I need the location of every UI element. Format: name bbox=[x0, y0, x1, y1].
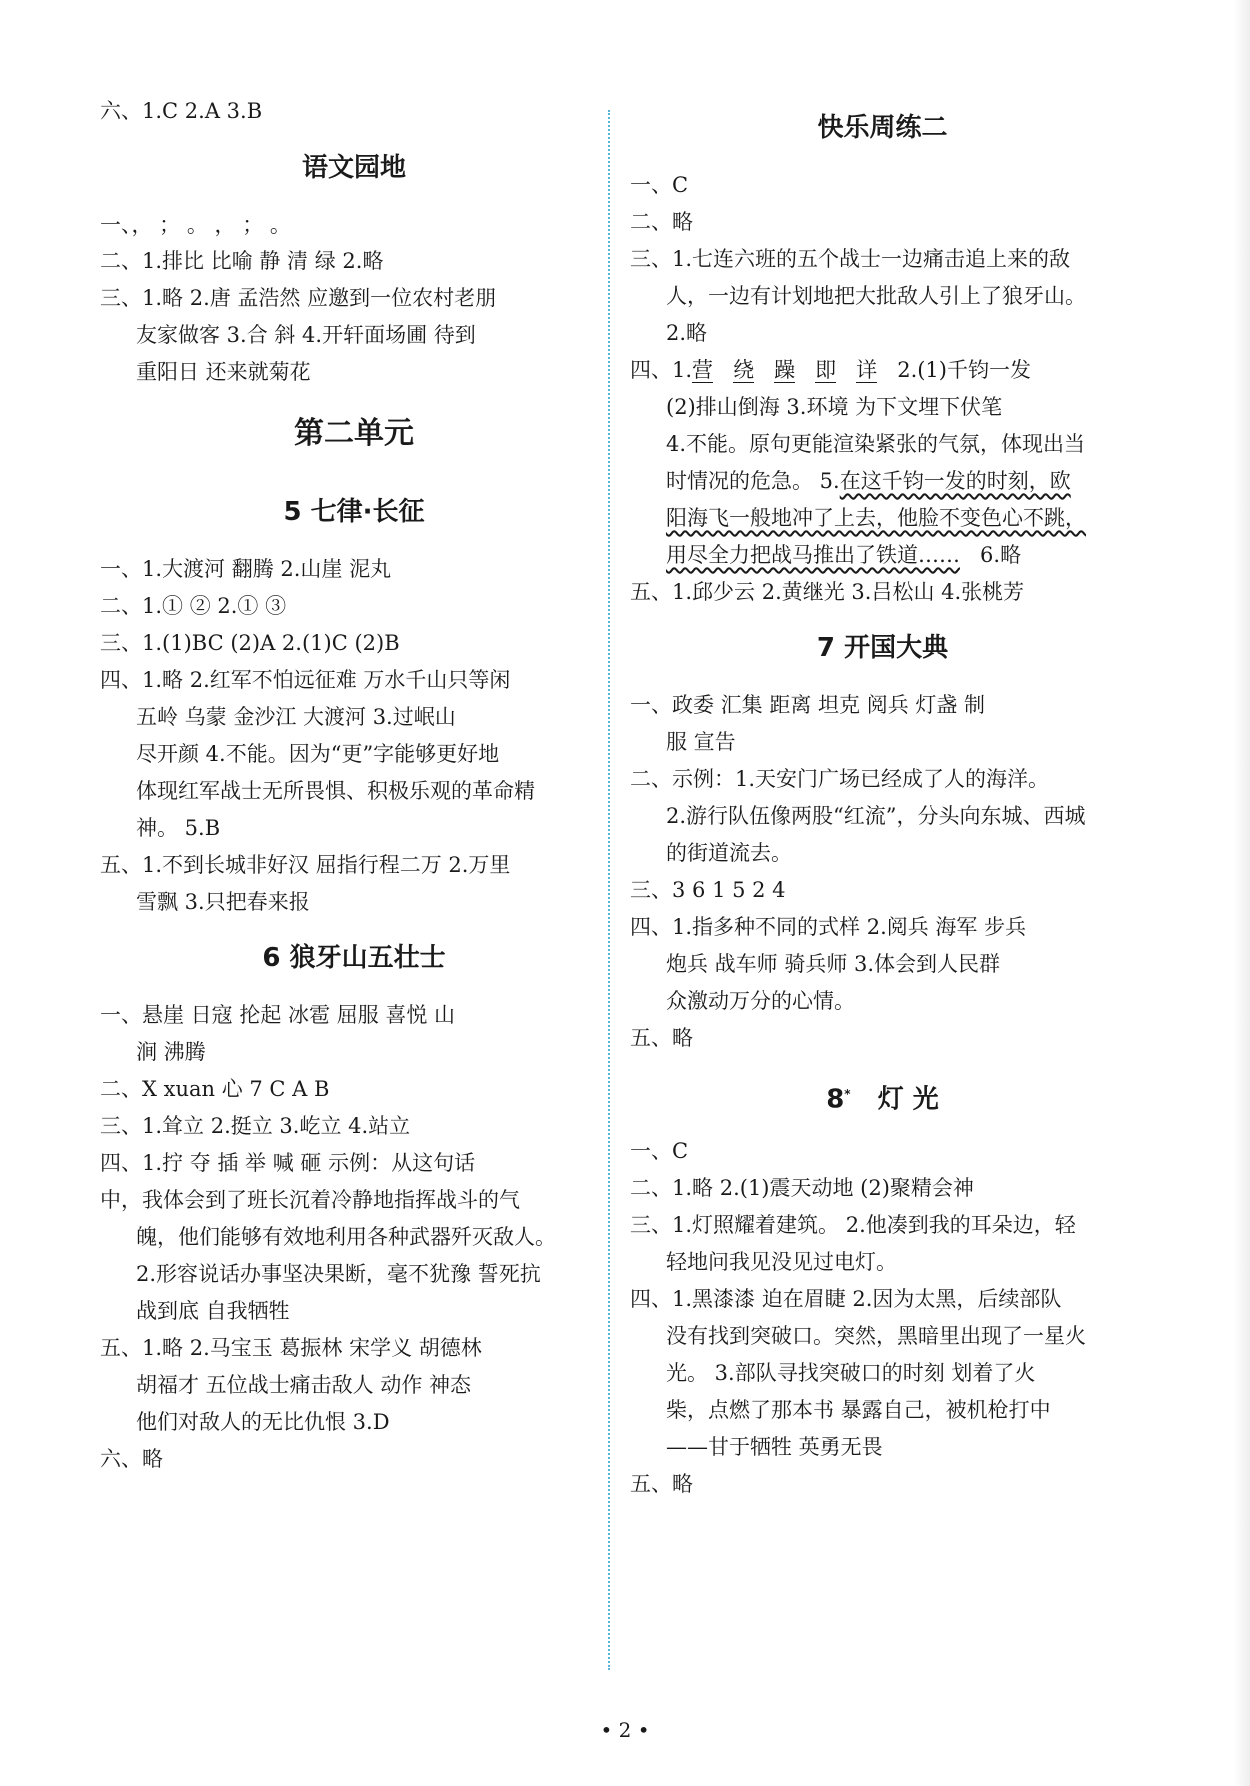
answer-line bbox=[630, 355, 1031, 385]
answer-line: 2.略 bbox=[666, 321, 708, 345]
answer-prefix: 四、1. bbox=[630, 358, 693, 382]
answer-line: 四、1.略 2.红军不怕远征难 万水千山只等闲 bbox=[100, 668, 511, 692]
lesson-number: 8 bbox=[826, 1084, 845, 1115]
answer-line: 一、悬崖 日寇 抡起 冰雹 屈服 喜悦 山 bbox=[100, 1003, 456, 1027]
answer-line: 2.形容说话办事坚决果断，毫不犹豫 誓死抗 bbox=[136, 1262, 541, 1286]
answer-line: 一、C bbox=[630, 1139, 689, 1163]
answer-line bbox=[630, 466, 1071, 496]
lesson-name: 灯 光 bbox=[877, 1084, 939, 1115]
answer-line: 二、1.排比 比喻 静 清 绿 2.略 bbox=[100, 249, 384, 273]
answer-line: 2.游行队伍像两股“红流”，分头向东城、西城 bbox=[666, 804, 1086, 828]
section-title: 语文园地 bbox=[301, 153, 406, 183]
answer-line: 六、略 bbox=[100, 1447, 163, 1471]
answer-line bbox=[630, 503, 1086, 533]
answer-line: 战到底 自我牺牲 bbox=[136, 1299, 290, 1323]
wavy-underlined-answer: 用尽全力把战马推出了铁道…… bbox=[666, 543, 960, 567]
column-divider bbox=[608, 110, 610, 1670]
underlined-answer: 躁 bbox=[774, 358, 796, 382]
underlined-answer: 绕 bbox=[733, 358, 755, 382]
answer-rest: 2.(1)千钧一发 bbox=[897, 358, 1031, 382]
answer-line: 三、1.七连六班的五个战士一边痛击追上来的敌 bbox=[630, 247, 1071, 271]
answer-line: 中，我体会到了班长沉着冷静地指挥战斗的气 bbox=[100, 1188, 520, 1212]
answer-line: 的街道流去。 bbox=[666, 841, 792, 865]
answer-line: 二、1.① ② 2.① ③ bbox=[100, 594, 287, 618]
underlined-answer: 详 bbox=[856, 358, 878, 382]
answer-line: 4.不能。原句更能渲染紧张的气氛，体现出当 bbox=[666, 432, 1086, 456]
answer-line: 三、1.(1)BC (2)A 2.(1)C (2)B bbox=[100, 631, 400, 655]
answer-line: 五、略 bbox=[630, 1026, 693, 1050]
answer-line: 三、1.略 2.唐 孟浩然 应邀到一位农村老朋 bbox=[100, 286, 497, 310]
answer-line: 雪飘 3.只把春来报 bbox=[136, 890, 310, 914]
lesson-title: 6 狼牙山五壮士 bbox=[262, 943, 446, 973]
answer-line: 五、1.不到长城非好汉 屈指行程二万 2.万里 bbox=[100, 853, 511, 877]
answer-line: 人，一边有计划地把大批敌人引上了狼牙山。 bbox=[666, 284, 1086, 308]
answer-line: 四、1.拧 夺 插 举 喊 砸 示例：从这句话 bbox=[100, 1151, 476, 1175]
answer-line: 轻地问我见没见过电灯。 bbox=[666, 1250, 897, 1274]
answer-line: 一、， ； 。 ， ； 。 bbox=[100, 213, 291, 237]
answer-line: 柴，点燃了那本书 暴露自己，被机枪打中 bbox=[666, 1398, 1051, 1422]
answer-line: (2)排山倒海 3.环境 为下文埋下伏笔 bbox=[666, 395, 1003, 419]
underlined-answer: 即 bbox=[815, 358, 837, 382]
answer-line: 五、1.略 2.马宝玉 葛振林 宋学义 胡德林 bbox=[100, 1336, 482, 1360]
optional-mark: * bbox=[844, 1087, 851, 1101]
answer-line: 胡福才 五位战士痛击敌人 动作 神态 bbox=[136, 1373, 472, 1397]
answer-line: 一、1.大渡河 翻腾 2.山崖 泥丸 bbox=[100, 557, 392, 581]
answer-line: 众激动万分的心情。 bbox=[666, 989, 855, 1013]
answer-line: 友家做客 3.合 斜 4.开轩面场圃 待到 bbox=[136, 323, 476, 347]
answer-line: 二、示例：1.天安门广场已经成了人的海洋。 bbox=[630, 767, 1050, 791]
answer-line: 二、X xuan 心 7 C A B bbox=[100, 1077, 330, 1101]
wavy-underlined-answer: 在这千钧一发的时刻，欧 bbox=[839, 469, 1071, 493]
answer-line: 他们对敌人的无比仇恨 3.D bbox=[136, 1410, 390, 1434]
lesson-title: 5 七律·长征 bbox=[283, 497, 425, 527]
answer-line: 炮兵 战车师 骑兵师 3.体会到人民群 bbox=[666, 952, 1001, 976]
answer-line: 神。 5.B bbox=[136, 816, 221, 840]
answer-line: 四、1.黑漆漆 迫在眉睫 2.因为太黑，后续部队 bbox=[630, 1287, 1062, 1311]
answer-prefix: 时情况的危急。 5. bbox=[666, 469, 840, 493]
answer-line: 三、1.耸立 2.挺立 3.屹立 4.站立 bbox=[100, 1114, 411, 1138]
page-edge-shadow bbox=[1234, 0, 1250, 1786]
answer-line: 二、1.略 2.(1)震天动地 (2)聚精会神 bbox=[630, 1176, 974, 1200]
answer-line: 二、略 bbox=[630, 210, 693, 234]
answer-line: 一、政委 汇集 距离 坦克 阅兵 灯盏 制 bbox=[630, 693, 986, 717]
answer-line: 魄，他们能够有效地利用各种武器歼灭敌人。 bbox=[136, 1225, 556, 1249]
page-number: • 2 • bbox=[600, 1718, 650, 1742]
section-title: 快乐周练二 bbox=[817, 113, 948, 143]
answer-rest: 6.略 bbox=[980, 543, 1022, 567]
answer-line: 尽开颜 4.不能。因为“更”字能够更好地 bbox=[136, 742, 500, 766]
answer-line: 涧 沸腾 bbox=[136, 1040, 206, 1064]
answer-line: ——甘于牺牲 英勇无畏 bbox=[666, 1435, 883, 1459]
answer-line: 体现红军战士无所畏惧、积极乐观的革命精 bbox=[136, 779, 535, 803]
wavy-underlined-answer: 阳海飞一般地冲了上去，他脸不变色心不跳， bbox=[666, 506, 1086, 530]
answer-line: 服 宣告 bbox=[666, 730, 736, 754]
lesson-title bbox=[630, 1076, 1135, 1118]
answer-line: 五岭 乌蒙 金沙江 大渡河 3.过岷山 bbox=[136, 705, 456, 729]
answer-line: 三、1.灯照耀着建筑。 2.他凑到我的耳朵边，轻 bbox=[630, 1213, 1076, 1237]
unit-title: 第二单元 bbox=[294, 416, 414, 451]
answer-line: 四、1.指多种不同的式样 2.阅兵 海军 步兵 bbox=[630, 915, 1027, 939]
answer-line: 重阳日 还来就菊花 bbox=[136, 360, 311, 384]
answer-line: 五、1.邱少云 2.黄继光 3.吕松山 4.张桃芳 bbox=[630, 580, 1025, 604]
answer-line bbox=[630, 540, 1021, 570]
answer-line: 没有找到突破口。突然，黑暗里出现了一星火 bbox=[666, 1324, 1086, 1348]
answer-line: 一、C bbox=[630, 173, 689, 197]
answer-line: 光。 3.部队寻找突破口的时刻 划着了火 bbox=[666, 1361, 1036, 1385]
answer-line: 三、3 6 1 5 2 4 bbox=[630, 878, 786, 902]
lesson-title: 7 开国大典 bbox=[816, 633, 949, 663]
answer-line: 五、略 bbox=[630, 1472, 693, 1496]
answer-line: 六、1.C 2.A 3.B bbox=[100, 99, 263, 123]
underlined-answer: 营 bbox=[692, 358, 714, 382]
